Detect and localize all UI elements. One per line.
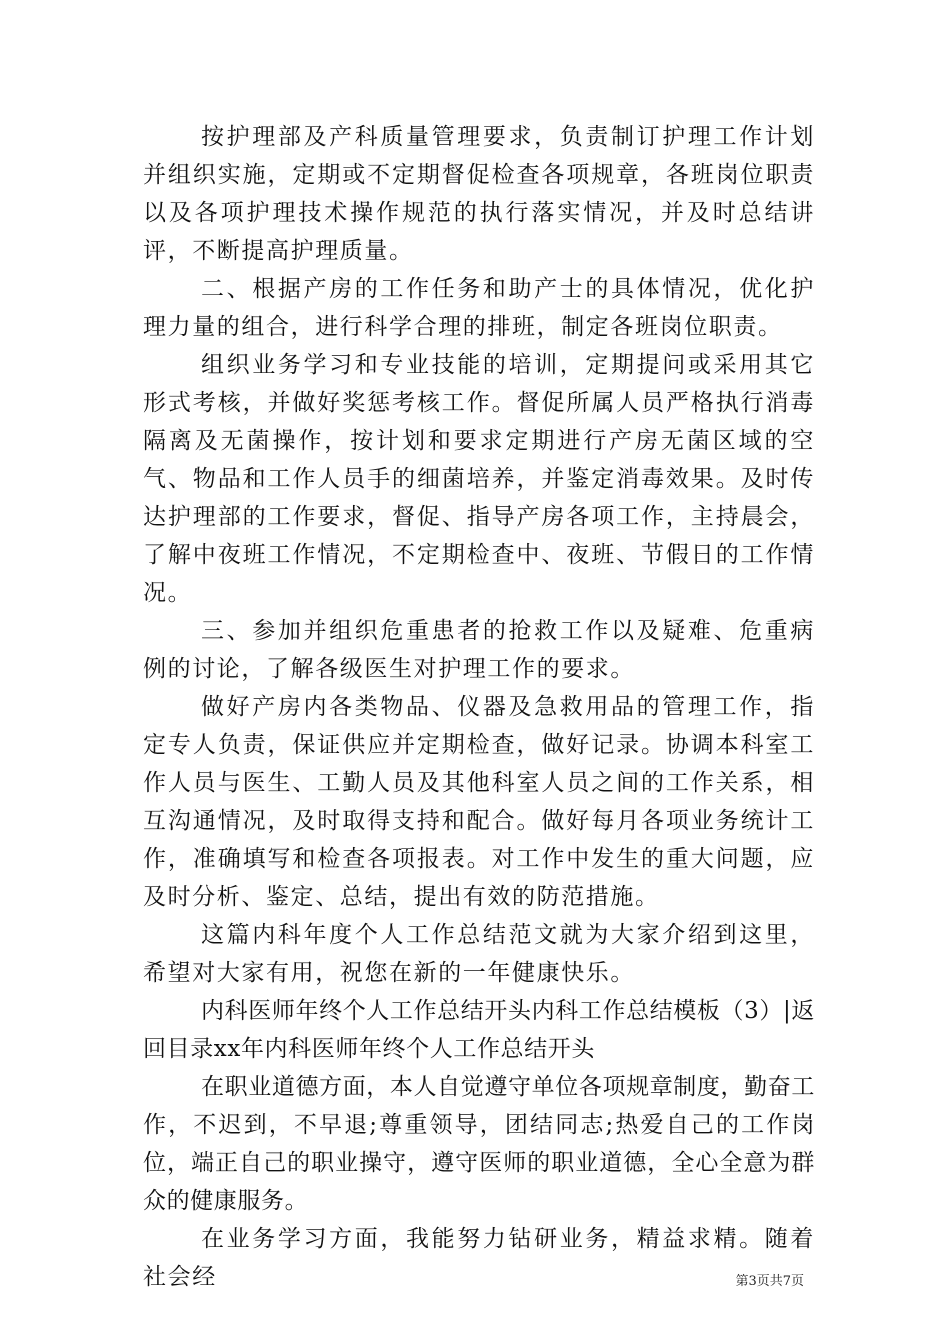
paragraph-3: 组织业务学习和专业技能的培训，定期提问或采用其它形式考核，并做好奖惩考核工作。督促所属人员严格执行消毒隔离及无菌操作，按计划和要求定期进行产房无菌区域的空气、物品和工作人员手的细菌培养，并鉴定消毒效果。及时传达护理部的工作要求，督促、指导产房各项工作，主持晨会，了解中夜班工作情况，不定期检查中、夜班、节假日的工作情况。 [143, 352, 815, 606]
paragraph-6: 这篇内科年度个人工作总结范文就为大家介绍到这里，希望对大家有用，祝您在新的一年健康快乐。 [143, 922, 815, 986]
paragraph-1: 按护理部及产科质量管理要求，负责制订护理工作计划并组织实施，定期或不定期督促检查各项规章，各班岗位职责以及各项护理技术操作规范的执行落实情况，并及时总结讲评，不断提高护理质量。 [143, 124, 815, 264]
paragraph-9: 在业务学习方面，我能努力钻研业务，精益求精。随着社会经 [143, 1226, 815, 1290]
paragraph-2: 二、根据产房的工作任务和助产士的具体情况，优化护理力量的组合，进行科学合理的排班，制定各班岗位职责。 [143, 276, 815, 340]
paragraph-8: 在职业道德方面，本人自觉遵守单位各项规章制度，勤奋工作，不迟到，不早退;尊重领导，团结同志;热爱自己的工作岗位，端正自己的职业操守，遵守医师的职业道德，全心全意为群众的健康服务。 [143, 1074, 815, 1214]
page-number-footer: 第3页共7页 [735, 1274, 804, 1289]
paragraph-7-toc-link: 内科医师年终个人工作总结开头内科工作总结模板（3）|返回目录xx年内科医师年终个人工作总结开头 [143, 998, 815, 1062]
document-body [143, 118, 815, 1296]
paragraph-5: 做好产房内各类物品、仪器及急救用品的管理工作，指定专人负责，保证供应并定期检查，做好记录。协调本科室工作人员与医生、工勤人员及其他科室人员之间的工作关系，相互沟通情况，及时取得支持和配合。做好每月各项业务统计工作，准确填写和检查各项报表。对工作中发生的重大问题，应及时分析、鉴定、总结，提出有效的防范措施。 [143, 694, 815, 910]
paragraph-4: 三、参加并组织危重患者的抢救工作以及疑难、危重病例的讨论，了解各级医生对护理工作的要求。 [143, 618, 815, 682]
